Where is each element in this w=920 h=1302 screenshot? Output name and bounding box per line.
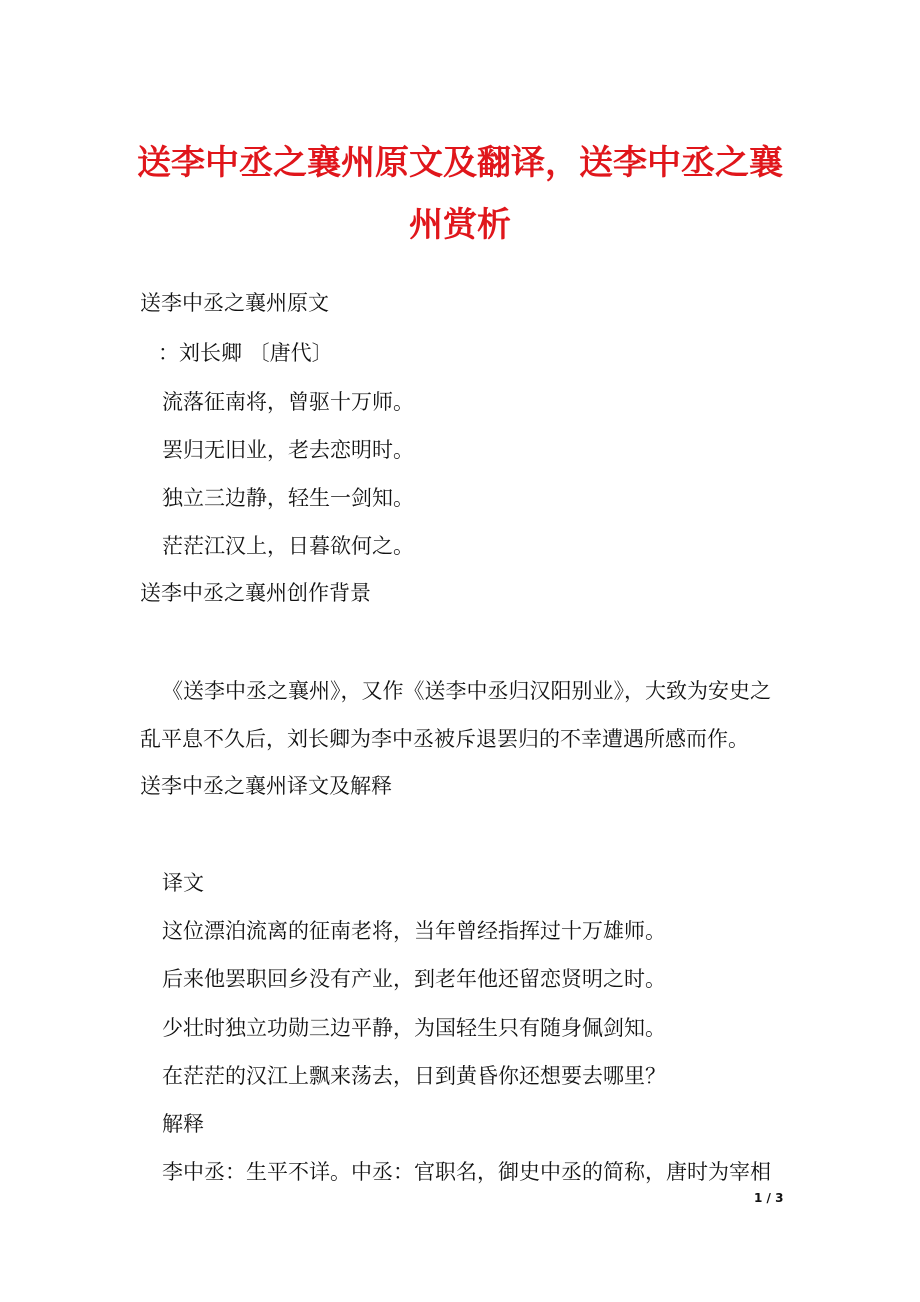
page-title-line-2: 州赏析: [409, 205, 511, 245]
author-line: ：刘长卿 〔唐代〕: [158, 341, 333, 365]
background-paragraph-line-2: 乱平息不久后，刘长卿为李中丞被斥退罢归的不幸遭遇所感而作。: [140, 727, 749, 751]
background-paragraph-line-1: 《送李中丞之襄州》，又作《送李中丞归汉阳别业》，大致为安史之: [162, 679, 771, 703]
verse-line: 流落征南将，曾驱十万师。: [162, 390, 414, 414]
background-heading: 送李中丞之襄州创作背景: [140, 581, 371, 605]
verse-line: 茫茫江汉上，日暮欲何之。: [162, 534, 414, 558]
translation-line: 这位漂泊流离的征南老将，当年曾经指挥过十万雄师。: [162, 919, 666, 943]
notes-line: 李中丞：生平不详。中丞：官职名，御史中丞的简称，唐时为宰相: [162, 1160, 771, 1184]
translation-heading: 送李中丞之襄州译文及解释: [140, 774, 392, 798]
translation-subheading: 译文: [162, 871, 204, 895]
translation-line: 在茫茫的汉江上飘来荡去，日到黄昏你还想要去哪里？: [162, 1064, 666, 1088]
page-title-line-1: 送李中丞之襄州原文及翻译，送李中丞之襄: [137, 143, 783, 183]
verse-line: 独立三边静，轻生一剑知。: [162, 486, 414, 510]
notes-heading: 解释: [162, 1112, 204, 1136]
page-number: 1 / 3: [754, 1191, 784, 1205]
original-heading: 送李中丞之襄州原文: [140, 291, 329, 315]
translation-line: 后来他罢职回乡没有产业，到老年他还留恋贤明之时。: [162, 967, 666, 991]
translation-line: 少壮时独立功勋三边平静，为国轻生只有随身佩剑知。: [162, 1016, 666, 1040]
verse-line: 罢归无旧业，老去恋明时。: [162, 438, 414, 462]
